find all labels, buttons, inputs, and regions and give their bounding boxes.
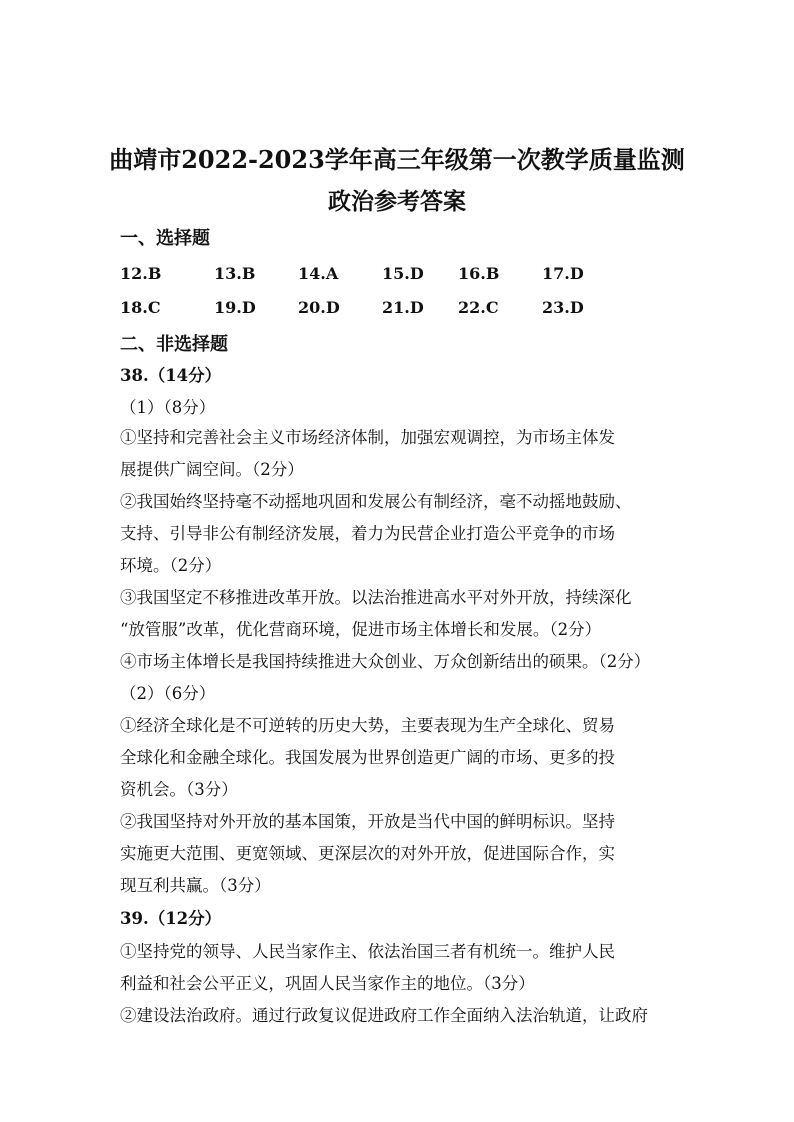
answer-17: 17.D — [542, 264, 584, 283]
answer-line: ③我国坚定不移推进改革开放。以法治推进高水平对外开放，持续深化 — [120, 588, 632, 607]
answer-line: ①坚持和完善社会主义市场经济体制，加强宏观调控，为市场主体发 — [120, 428, 615, 447]
answer-22: 22.C — [458, 298, 499, 317]
answer-line: “放管服”改革，优化营商环境，促进市场主体增长和发展。（2分） — [120, 620, 602, 639]
answer-23: 23.D — [542, 298, 584, 317]
answer-line: ①经济全球化是不可逆转的历史大势，主要表现为生产全球化、贸易 — [120, 716, 615, 735]
section-multiple-choice: 一、选择题 — [120, 228, 210, 249]
answer-16: 16.B — [458, 264, 500, 283]
answer-20: 20.D — [298, 298, 340, 317]
answer-12: 12.B — [120, 264, 162, 283]
document-title: 曲靖市2022-2023学年高三年级第一次教学质量监测 — [109, 145, 685, 174]
answer-line: ①坚持党的领导、人民当家作主、依法治国三者有机统一。维护人民 — [120, 942, 615, 961]
answer-line: 利益和社会公平正义，巩固人民当家作主的地位。（3分） — [120, 974, 535, 993]
answer-line: 现互利共赢。（3分） — [120, 876, 271, 895]
document-subtitle: 政治参考答案 — [328, 189, 466, 215]
answer-19: 19.D — [214, 298, 256, 317]
question-38-heading: 38.（14分） — [120, 366, 222, 385]
section-non-multiple-choice: 二、非选择题 — [120, 334, 228, 355]
answer-line: 环境。（2分） — [120, 556, 222, 575]
answer-line: 全球化和金融全球化。我国发展为世界创造更广阔的市场、更多的投 — [120, 748, 615, 767]
answer-line: ④市场主体增长是我国持续推进大众创业、万众创新结出的硕果。（2分） — [120, 652, 651, 671]
answer-line: 展提供广阔空间。（2分） — [120, 460, 304, 479]
answer-line: （1）（8分） — [120, 398, 216, 417]
answer-15: 15.D — [382, 264, 424, 283]
answer-line: ②建设法治政府。通过行政复议促进政府工作全面纳入法治轨道，让政府 — [120, 1006, 648, 1025]
answer-18: 18.C — [120, 298, 161, 317]
answer-line: 实施更大范围、更宽领域、更深层次的对外开放，促进国际合作，实 — [120, 844, 615, 863]
answer-line: 支持、引导非公有制经济发展，着力为民营企业打造公平竞争的市场 — [120, 524, 615, 543]
answer-14: 14.A — [298, 264, 339, 283]
question-39-heading: 39.（12分） — [120, 909, 222, 928]
answer-13: 13.B — [214, 264, 256, 283]
answer-21: 21.D — [382, 298, 424, 317]
answer-line: 资机会。（3分） — [120, 780, 238, 799]
answer-line: （2）（6分） — [120, 684, 216, 703]
answer-line: ②我国坚持对外开放的基本国策，开放是当代中国的鲜明标识。坚持 — [120, 812, 615, 831]
answer-line: ②我国始终坚持毫不动摇地巩固和发展公有制经济，毫不动摇地鼓励、 — [120, 492, 632, 511]
